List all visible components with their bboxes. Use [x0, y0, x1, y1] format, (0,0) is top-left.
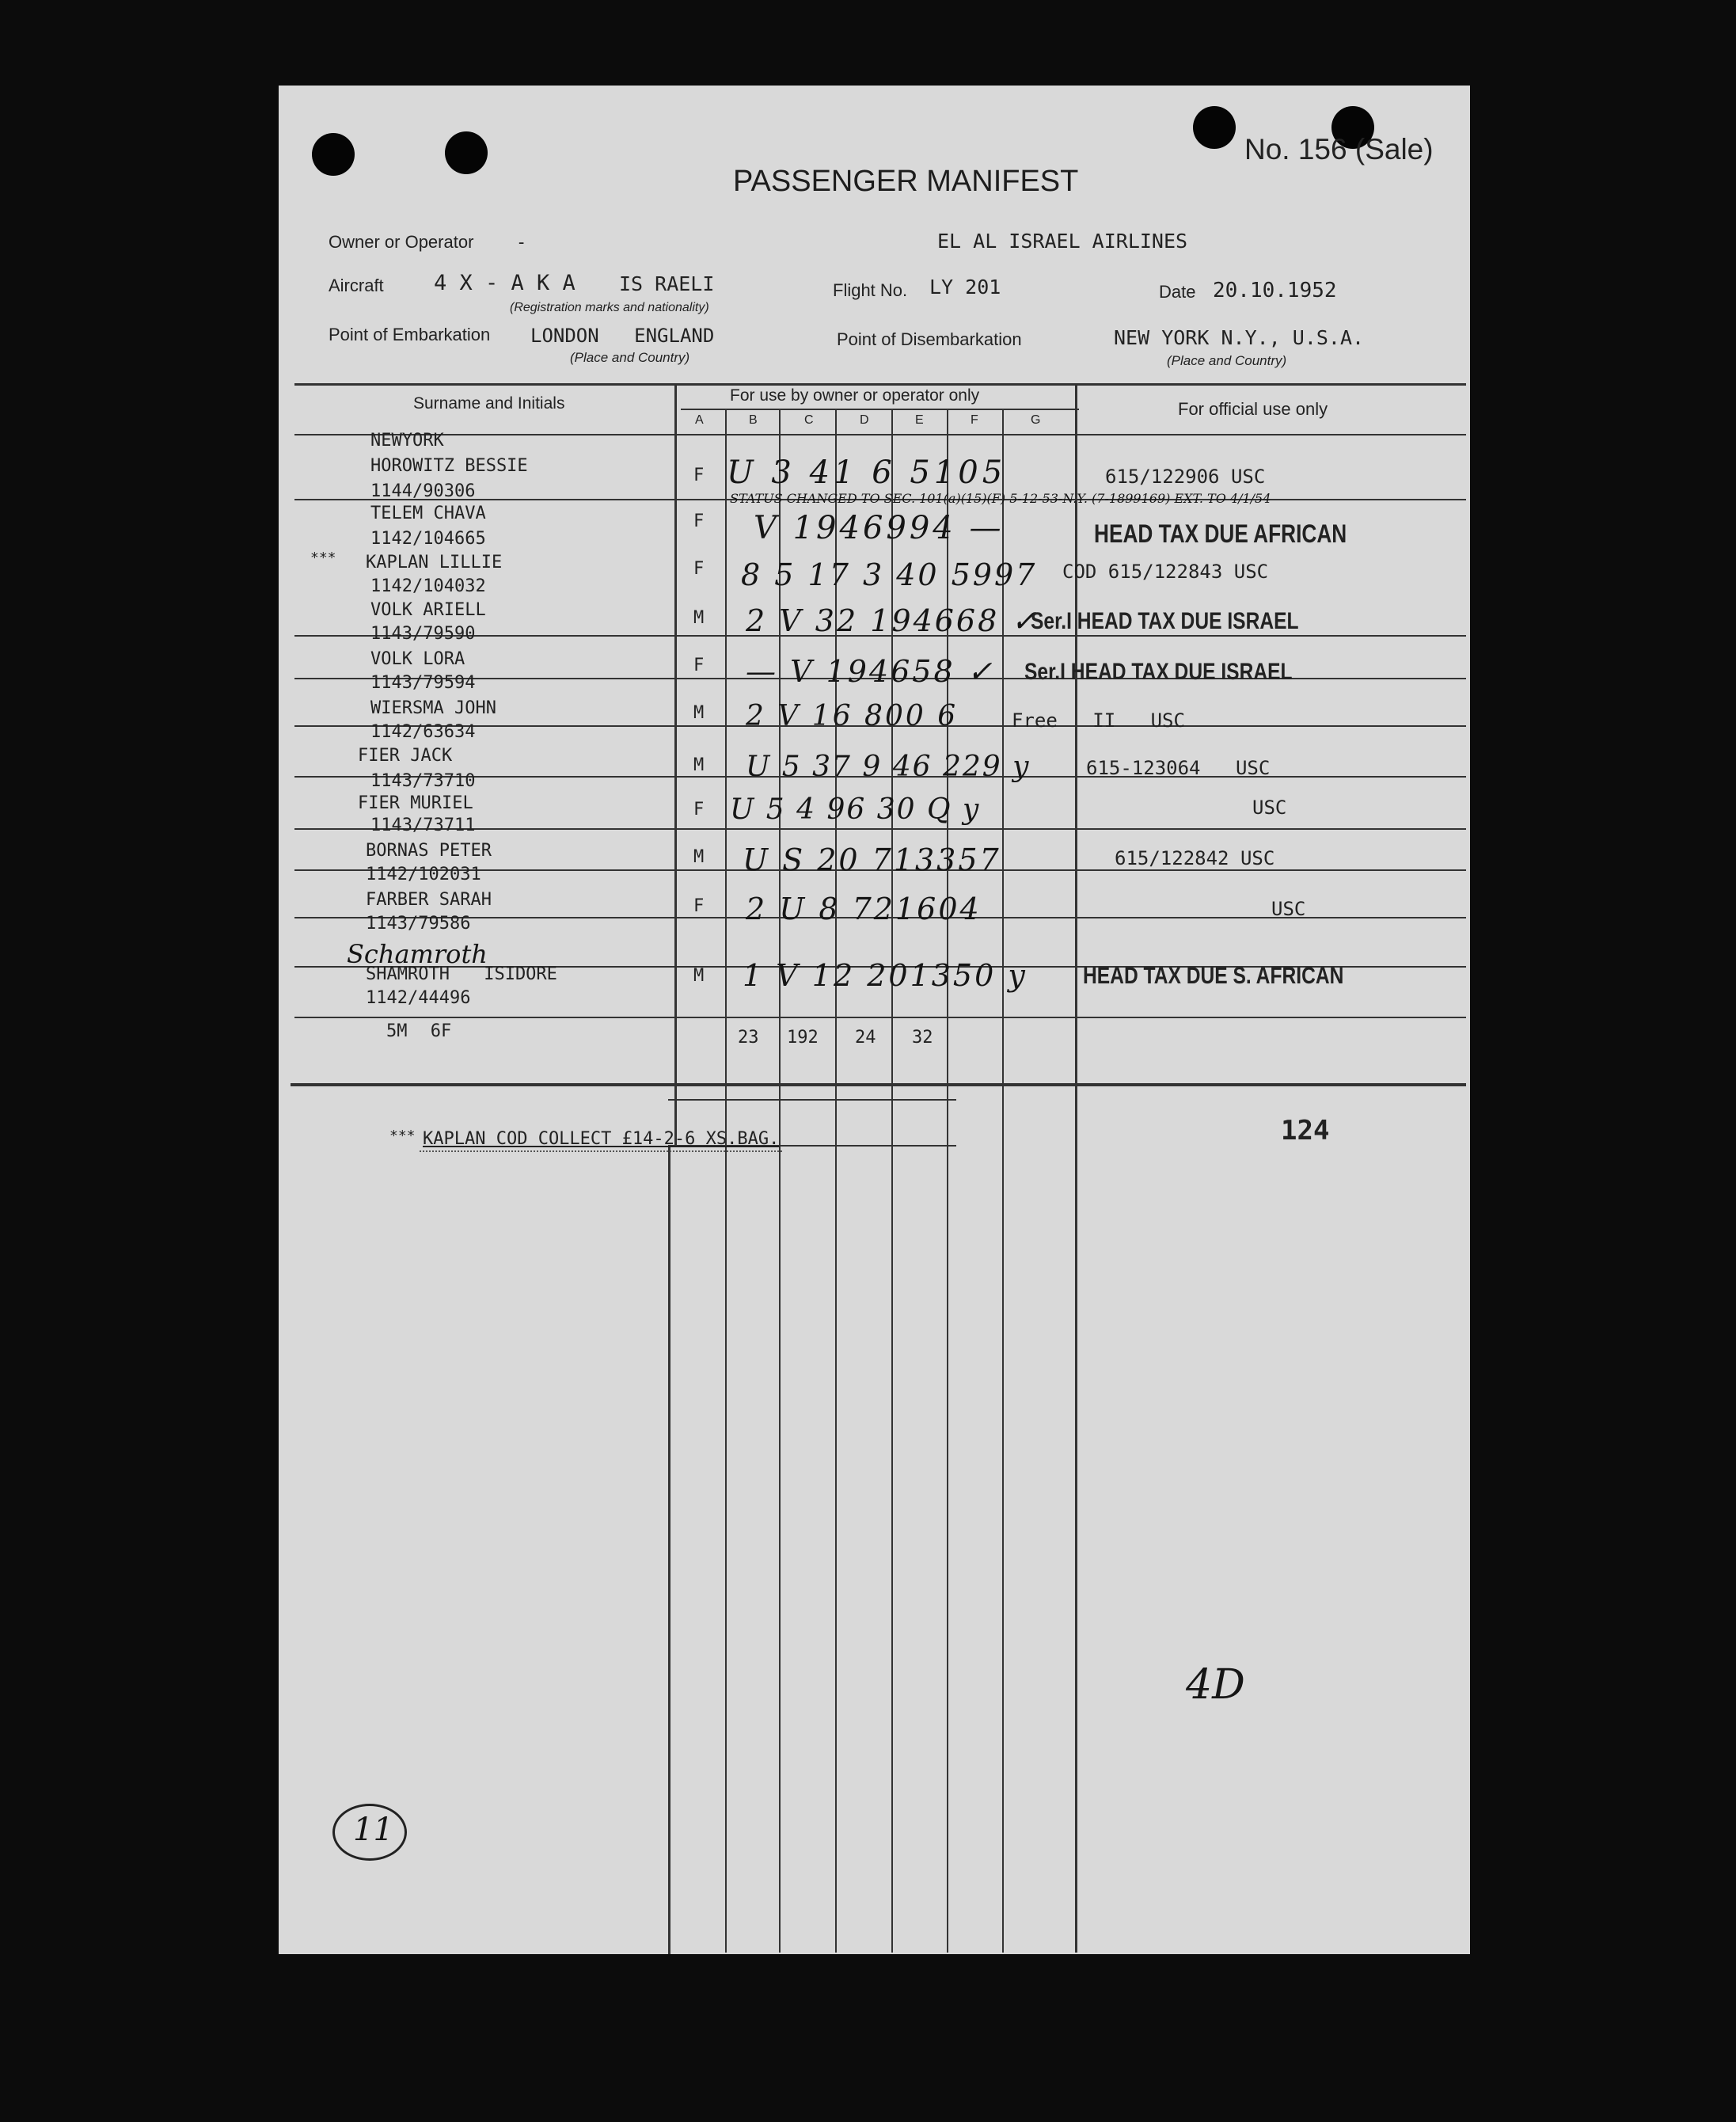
header-bottom-rule	[294, 434, 1466, 435]
passenger-number: 1142/102031	[366, 865, 481, 884]
sex-code: M	[693, 755, 705, 775]
sub-column-letter: B	[749, 413, 758, 427]
disembarkation-value: NEW YORK N.Y., U.S.A.	[1114, 326, 1365, 349]
flight-value: LY 201	[929, 276, 1001, 299]
handwritten-codes: U 3 41 6 5105	[727, 454, 1007, 491]
total-value: 24	[855, 1028, 876, 1048]
official-entry: USC	[1252, 797, 1287, 819]
embarkation-label: Point of Embarkation	[329, 325, 491, 344]
status-change-note: STATUS CHANGED TO SEC. 101(a)(15)(F) 5-12-53-N.Y. (7-1899169) EXT. TO 4/1/54	[730, 491, 1271, 506]
sex-code: M	[693, 703, 705, 723]
official-entry: HEAD TAX DUE AFRICAN	[1094, 519, 1347, 548]
official-entry: COD 615/122843 USC	[1062, 561, 1269, 583]
official-entry: 615/122906 USC	[1105, 466, 1266, 488]
passenger-name: TELEM CHAVA	[370, 504, 486, 523]
aircraft-value: 4 X - A K A	[434, 271, 576, 295]
handwritten-codes: 2 V 16 800 6	[746, 700, 959, 732]
passenger-number: 1143/79586	[366, 914, 471, 934]
passenger-number: 1143/79590	[370, 624, 476, 644]
page-number: 124	[1281, 1115, 1330, 1147]
official-entry: USC	[1271, 898, 1306, 920]
sex-code: F	[693, 656, 705, 675]
row-prefix: NEWYORK	[370, 431, 444, 451]
total-value: 192	[787, 1028, 819, 1048]
kaplan-cod-note: KAPLAN COD COLLECT £14-2-6 XS.BAG.	[420, 1129, 782, 1152]
aircraft-note: (Registration marks and nationality)	[510, 301, 709, 314]
passenger-number: 1142/104032	[370, 576, 486, 596]
handwritten-codes: 8 5 17 3 40 5997	[741, 557, 1038, 592]
column-divider	[1002, 410, 1004, 1953]
handwritten-4d: 4D	[1186, 1661, 1245, 1709]
table-bottom-rule	[291, 1083, 1466, 1086]
manifest-sheet	[279, 86, 1470, 1954]
sub-column-letter: E	[915, 413, 924, 427]
handwritten-codes: 1 V 12 201350 y	[743, 958, 1028, 993]
official-entry: 615-123064 USC	[1086, 757, 1271, 779]
column-divider	[779, 410, 781, 1953]
sub-column-letter: D	[860, 413, 869, 427]
punch-hole	[1193, 106, 1236, 149]
disembarkation-label: Point of Disembarkation	[837, 329, 1022, 349]
manifest-number: No. 156 (Sale)	[1244, 133, 1434, 165]
sex-code: M	[693, 608, 705, 628]
embarkation-value: LONDON ENGLAND	[530, 325, 715, 347]
circled-number-text: 11	[353, 1812, 393, 1848]
kaplan-mark: ***	[310, 550, 336, 566]
handwritten-codes: U 5 37 9 46 229 y	[746, 751, 1031, 783]
sex-code: F	[693, 466, 705, 485]
passenger-number: 1142/63634	[370, 722, 476, 742]
passenger-totals: 5M 6F	[386, 1021, 452, 1041]
passenger-name: FARBER SARAH	[366, 890, 492, 910]
passenger-number: 1143/73710	[370, 771, 476, 791]
passenger-name: KAPLAN LILLIE	[366, 553, 503, 572]
date-value: 20.10.1952	[1213, 279, 1337, 302]
column-divider	[725, 410, 727, 1953]
flight-label: Flight No.	[833, 280, 908, 300]
official-entry: HEAD TAX DUE S. AFRICAN	[1083, 963, 1344, 989]
sex-code: M	[693, 966, 705, 986]
passenger-name: BORNAS PETER	[366, 841, 492, 861]
sub-column-letter: A	[695, 413, 704, 427]
embarkation-note: (Place and Country)	[570, 350, 690, 365]
column-divider	[947, 410, 948, 1953]
handwritten-codes: V 1946994 —	[754, 510, 1005, 546]
subheader-rule	[681, 409, 1079, 410]
sub-column-letter: C	[804, 413, 814, 427]
official-entry: Ser.I HEAD TAX DUE ISRAEL	[1031, 608, 1299, 634]
sex-code: M	[693, 847, 705, 867]
handwritten-codes: 2 U 8 721604	[746, 892, 982, 926]
passenger-number: 1143/73711	[370, 816, 476, 835]
owner-label: Owner or Operator	[329, 232, 474, 252]
sex-code: F	[693, 559, 705, 579]
passenger-number: 1144/90306	[370, 481, 476, 501]
official-use-column-header: For official use only	[1178, 399, 1328, 419]
punch-hole	[312, 133, 355, 176]
handwritten-name-correction: Schamroth	[347, 939, 488, 969]
owner-value: EL AL ISRAEL AIRLINES	[937, 230, 1188, 253]
passenger-name: VOLK LORA	[370, 649, 465, 669]
total-value: 32	[912, 1028, 933, 1048]
column-divider	[674, 383, 677, 1147]
sex-code: F	[693, 896, 705, 916]
note-mark: ***	[389, 1128, 416, 1144]
passenger-name: FIER MURIEL	[358, 793, 473, 813]
official-entry: 615/122842 USC	[1115, 847, 1275, 869]
aircraft-label: Aircraft	[329, 276, 384, 295]
surname-column-header: Surname and Initials	[413, 394, 565, 413]
passenger-name: HOROWITZ BESSIE	[370, 456, 528, 476]
sex-code: F	[693, 800, 705, 820]
handwritten-codes: — V 194658 ✓	[746, 654, 995, 689]
passenger-name: WIERSMA JOHN	[370, 698, 496, 718]
passenger-name: FIER JACK	[358, 746, 453, 766]
column-divider	[891, 410, 893, 1953]
handwritten-codes: U S 20 713357	[743, 842, 1001, 877]
passenger-number: 1142/104665	[370, 529, 486, 549]
passenger-name: SHAMROTH ISIDORE	[366, 964, 557, 984]
row-rule	[294, 1017, 1466, 1018]
page-title: PASSENGER MANIFEST	[733, 165, 1079, 198]
sub-column-letter: F	[971, 413, 978, 427]
official-entry: Ser.I HEAD TAX DUE ISRAEL	[1024, 659, 1293, 685]
handwritten-codes: 2 V 32 194668 ✓	[746, 603, 1039, 638]
punch-hole	[445, 131, 488, 174]
passenger-name: VOLK ARIELL	[370, 600, 486, 620]
total-value: 23	[738, 1028, 759, 1048]
column-divider	[668, 1147, 670, 1954]
handwritten-codes: U 5 4 96 30 Q y	[730, 793, 981, 826]
owner-use-column-header: For use by owner or operator only	[730, 386, 980, 405]
sub-column-letter: G	[1031, 413, 1041, 427]
table-top-rule	[294, 383, 1466, 386]
column-divider	[835, 410, 837, 1953]
totals-rule	[668, 1099, 956, 1101]
disembarkation-note: (Place and Country)	[1167, 353, 1287, 368]
passenger-number: 1143/79594	[370, 673, 476, 693]
passenger-number: 1142/44496	[366, 988, 471, 1008]
date-label: Date	[1159, 282, 1196, 302]
aircraft-nationality: IS RAELI	[619, 272, 715, 295]
sex-code: F	[693, 511, 705, 531]
official-entry: Free II USC	[1012, 709, 1185, 732]
owner-dash: -	[516, 233, 527, 253]
